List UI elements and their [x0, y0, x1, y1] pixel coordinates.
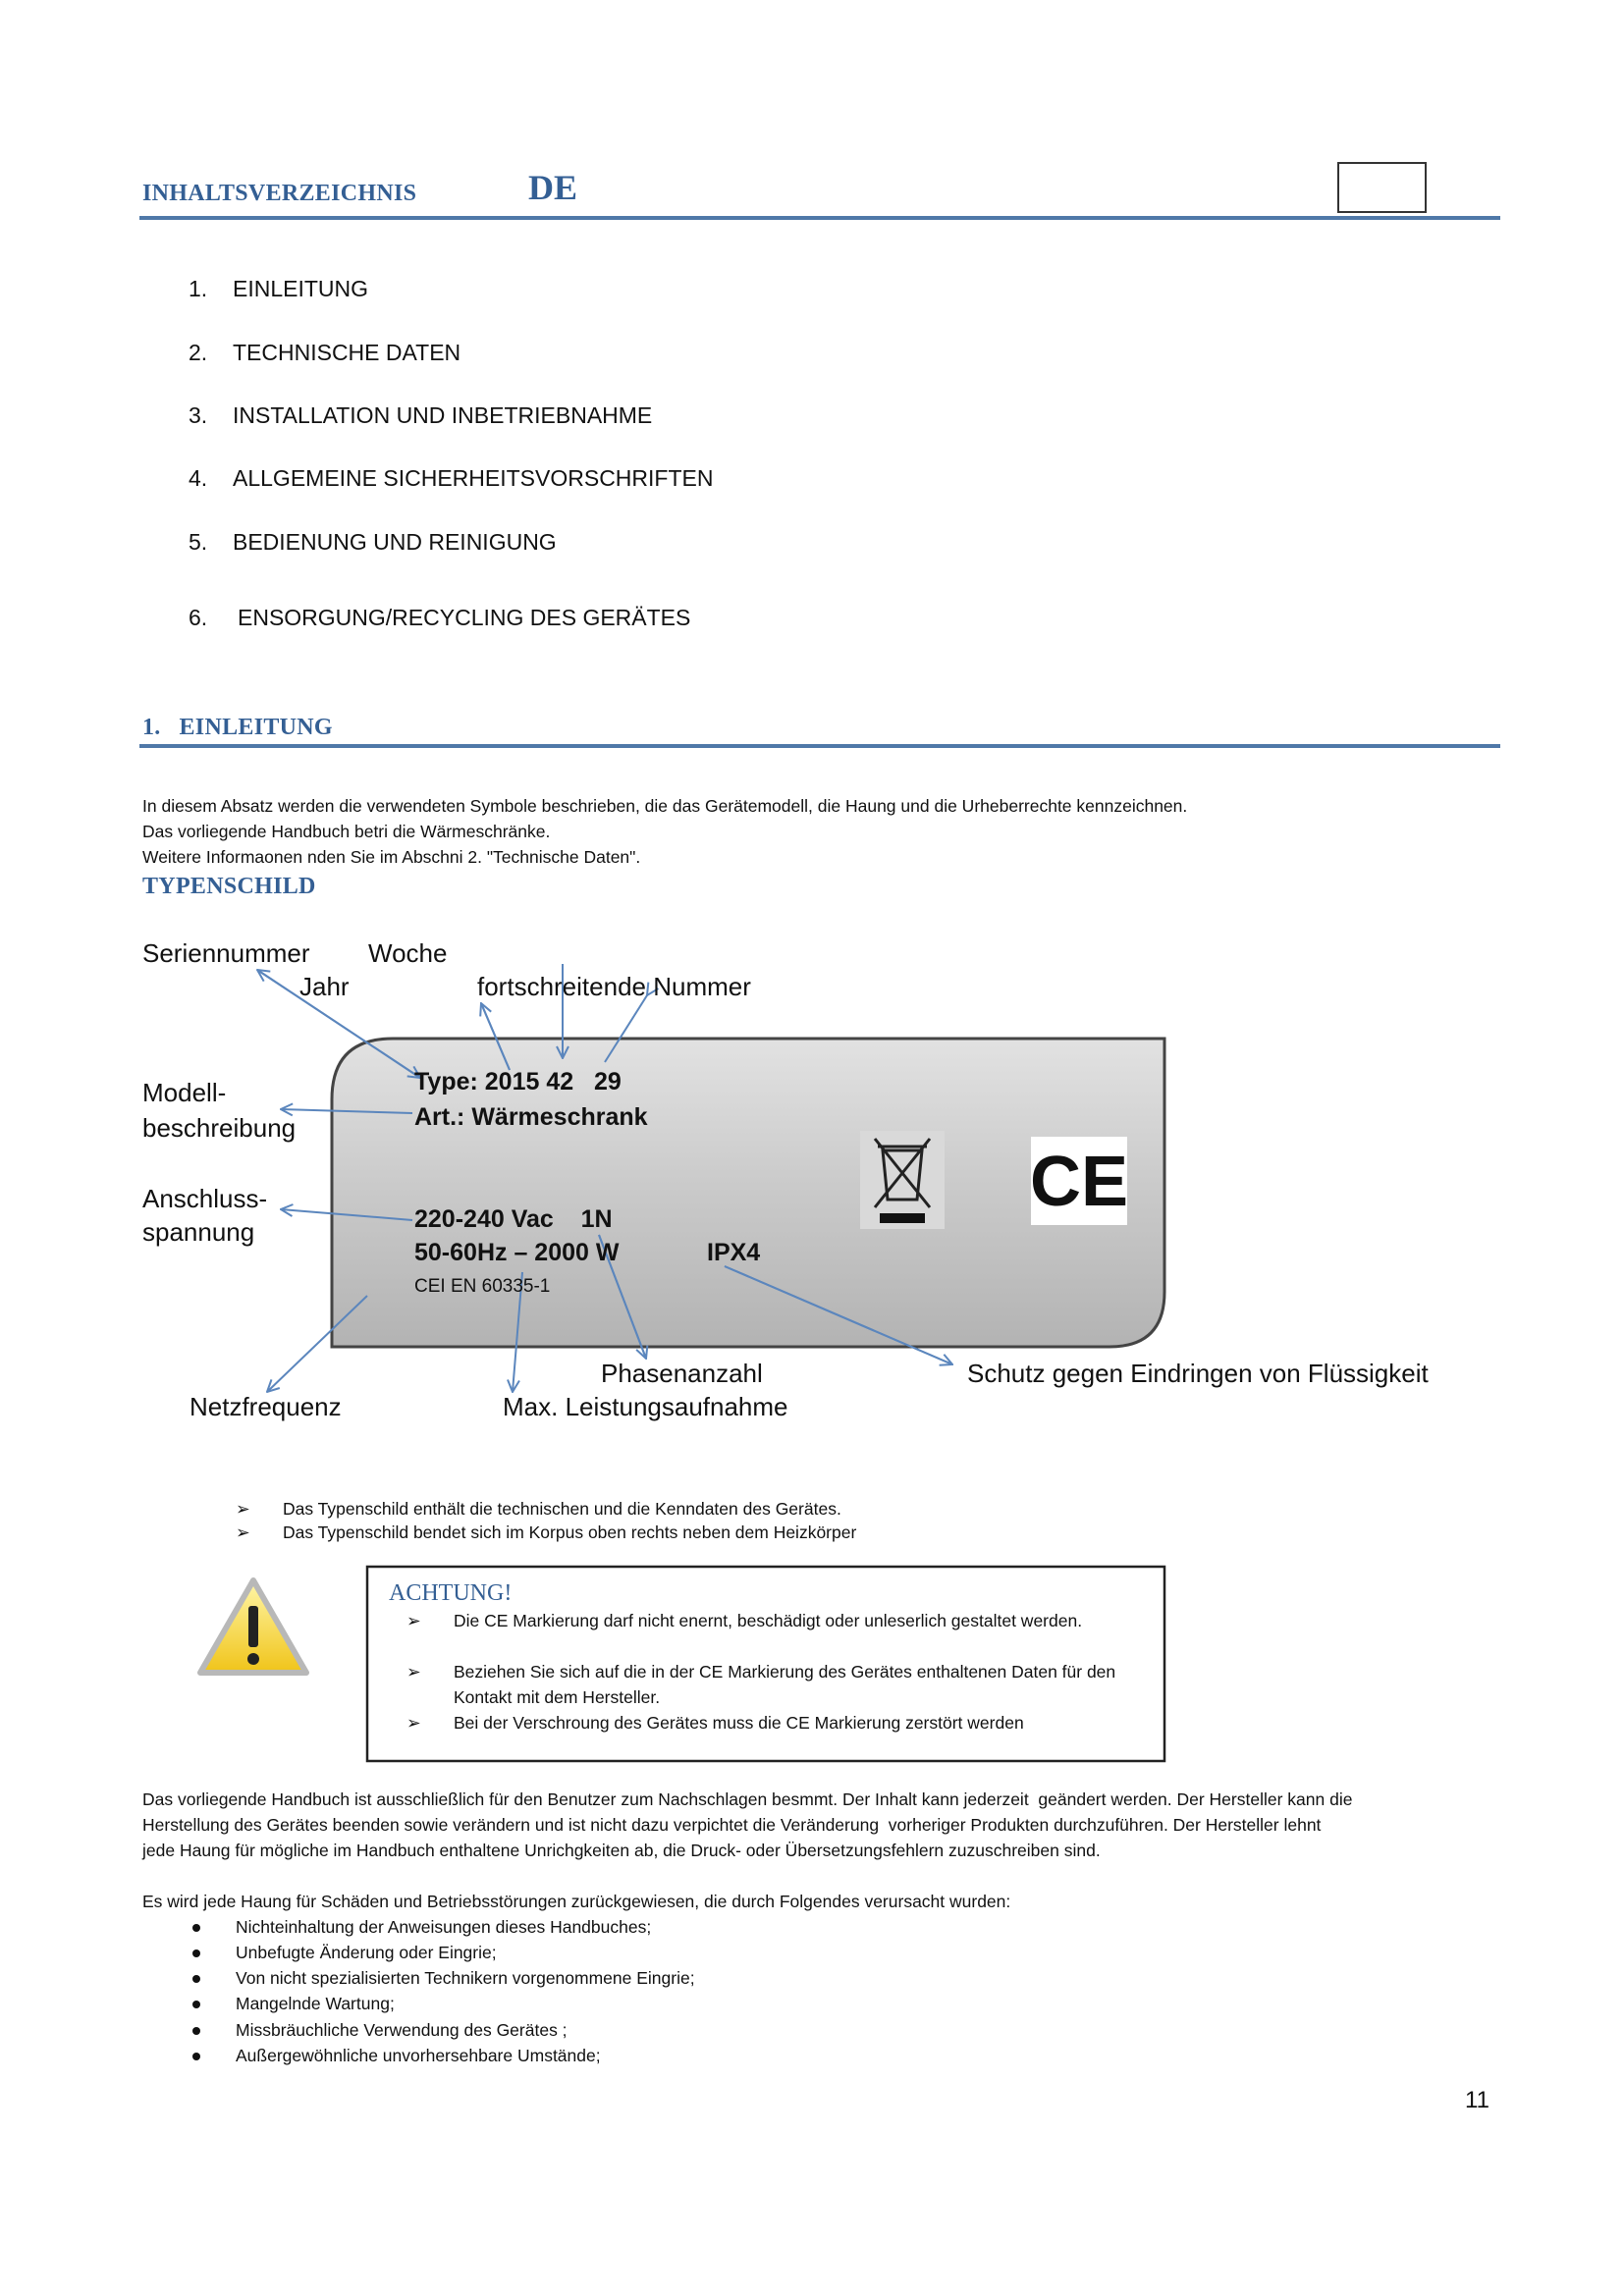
warning-item-1: ➢ Die CE Markierung darf nicht enernt, beschädigt oder unleserlich gestaltet werden. [406, 1608, 1153, 1633]
plate-art: Art.: Wärmeschrank [414, 1103, 648, 1131]
toc-item-3[interactable]: 3. INSTALLATION UND INBETRIEBNAHME [189, 402, 653, 428]
toc-item-1[interactable]: 1. EINLEITUNG [189, 276, 369, 301]
plate-type: Type: 2015 42 29 [414, 1068, 622, 1095]
intro-line-1: In diesem Absatz werden die verwendeten Symbole beschrieben, die das Gerätemodell, die Haung und die Urheberrechte kennzeichnen. [142, 796, 1188, 816]
liability-item-1: Nichteinhaltung der Anweisungen dieses Handbuches; [236, 1917, 652, 1937]
weee-icon [860, 1131, 945, 1229]
plate-norm: CEI EN 60335-1 [414, 1276, 551, 1297]
plate-bullet-1: ➢ Das Typenschild enthält die technischen und die Kenndaten des Gerätes. [236, 1496, 841, 1522]
svg-text:CE: CE [1029, 1143, 1129, 1221]
arrow-bullet-icon: ➢ [406, 1713, 421, 1733]
label-modell: Modell- [142, 1078, 227, 1107]
liability-item-6: Außergewöhnliche unvorhersehbare Umstände; [236, 2046, 601, 2065]
label-woche: Woche [368, 938, 448, 968]
label-schutz: Schutz gegen Eindringen von Flüssigkeit [967, 1359, 1429, 1388]
intro-line-2: Das vorliegende Handbuch betri die Wärmeschränke. [142, 822, 551, 841]
label-anschluss: Anschluss- [142, 1184, 268, 1213]
warning-item-2: ➢ Beziehen Sie sich auf die in der CE Markierung des Gerätes enthaltenen Daten für den Kontakt mit dem Hersteller. [406, 1659, 1153, 1710]
label-spannung: spannung [142, 1217, 255, 1247]
arrow-bullet-icon: ➢ [406, 1662, 421, 1682]
liability-item-4: Mangelnde Wartung; [236, 1994, 395, 2013]
label-seriennummer: Seriennummer [142, 938, 310, 968]
arrow-bullet-icon: ➢ [236, 1499, 250, 1519]
warning-triangle-icon [200, 1580, 306, 1673]
toc-title: INHALTSVERZEICHNIS [142, 181, 417, 206]
warning-item-3: ➢ Bei der Verschroung des Gerätes muss die CE Markierung zerstört werden [406, 1710, 1153, 1735]
liability-item-3: Von nicht spezialisierten Technikern vorgenommene Eingrie; [236, 1968, 695, 1988]
warning-title: ACHTUNG! [389, 1580, 513, 1606]
label-leistungsaufnahme: Max. Leistungsaufnahme [503, 1392, 788, 1421]
manual-para-line-1: Das vorliegende Handbuch ist ausschließlich für den Benutzer zum Nachschlagen besmmt. Der Inhalt kann jederzeit geändert werden. Der Hersteller kann die [142, 1789, 1353, 1809]
liability-intro: Es wird jede Haung für Schäden und Betriebsstörungen zurückgewiesen, die durch Folgendes verursacht wurden: [142, 1892, 1011, 1911]
plate-frequency-power: 50-60Hz – 2000 W [414, 1239, 620, 1266]
manual-para-line-3: jede Haung für mögliche im Handbuch enthaltene Unrichgkeiten ab, die Druck- oder Übersetzungsfehlern zuzuschreiben sind. [142, 1841, 1101, 1860]
liability-item-5: Missbräuchliche Verwendung des Gerätes ; [236, 2020, 568, 2040]
arrow-bullet-icon: ➢ [236, 1522, 250, 1542]
section-heading-einleitung: 1. EINLEITUNG [142, 715, 333, 740]
label-beschreibung: beschreibung [142, 1113, 297, 1143]
language-code: DE [528, 168, 578, 207]
intro-line-3: Weitere Informaonen nden Sie im Abschni 2. "Technische Daten". [142, 847, 641, 867]
label-jahr: Jahr [299, 972, 350, 1001]
label-fortschreitende-nummer: fortschreitende Nummer [477, 972, 751, 1001]
ce-mark-icon [1030, 1137, 1128, 1225]
label-netzfrequenz: Netzfrequenz [189, 1392, 342, 1421]
toc-item-4[interactable]: 4. ALLGEMEINE SICHERHEITSVORSCHRIFTEN [189, 465, 714, 491]
plate-ipx: IPX4 [707, 1239, 761, 1266]
toc-item-6[interactable]: 6. ENSORGUNG/RECYCLING DES GERÄTES [189, 605, 691, 630]
plate-voltage: 220-240 Vac 1N [414, 1205, 613, 1233]
page-number: 11 [1465, 2087, 1489, 2113]
typenschild-heading: TYPENSCHILD [142, 874, 316, 899]
toc-item-2[interactable]: 2. TECHNISCHE DATEN [189, 340, 461, 365]
label-phasenanzahl: Phasenanzahl [601, 1359, 763, 1388]
toc-item-5[interactable]: 5. BEDIENUNG UND REINIGUNG [189, 529, 557, 555]
liability-item-2: Unbefugte Änderung oder Eingrie; [236, 1943, 497, 1962]
arrow-bullet-icon: ➢ [406, 1611, 421, 1630]
manual-para-line-2: Herstellung des Gerätes beenden sowie verändern und ist nicht dazu verpichtet die Veränderung vorheriger Produkten durchzuführen. Der Hersteller lehnt [142, 1815, 1322, 1835]
plate-bullet-2: ➢ Das Typenschild bendet sich im Korpus oben rechts neben dem Heizkörper [236, 1520, 856, 1545]
